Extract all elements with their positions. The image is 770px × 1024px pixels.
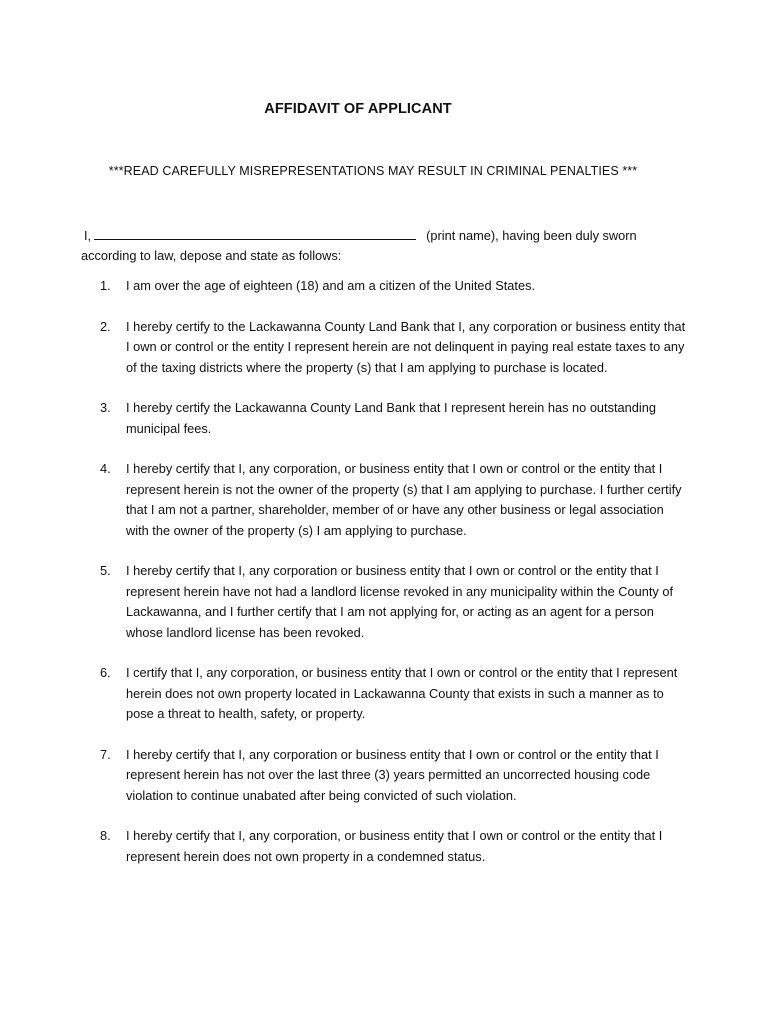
affiant-intro — [81, 226, 701, 266]
item-text: I am over the age of eighteen (18) and am a citizen of the United States. — [126, 278, 536, 293]
item-number: 1. — [100, 278, 111, 293]
item-number: 4. — [100, 461, 111, 476]
item-number: 6. — [100, 665, 111, 680]
print-name-field[interactable] — [94, 227, 416, 240]
list-item — [100, 561, 690, 643]
item-number: 2. — [100, 318, 111, 334]
affiant-suffix: (print name), having been duly sworn — [426, 228, 637, 243]
affiant-intro-line2: according to law, depose and state as follows: — [81, 248, 342, 263]
affiant-prefix: I, — [84, 228, 92, 243]
page-title: AFFIDAVIT OF APPLICANT — [264, 101, 452, 117]
item-text: I hereby certify that I, any corporation or business entity that I own or control or the entity that I represent herein has not over the last three (3) years permitted an uncorrected housing code violation to continue unabated after being convicted of such violation. — [126, 746, 659, 803]
list-item — [100, 398, 690, 439]
item-text: I hereby certify that I, any corporation, or business entity that I own or control or the entity that I represent herein does not own property in a condemned status. — [126, 828, 663, 864]
item-number: 5. — [100, 563, 111, 578]
list-item — [100, 663, 690, 725]
item-text: I certify that I, any corporation, or business entity that I own or control or the entity that I represent herein does not own property located in Lackawanna County that exists in such a manner as to pose a threat to health, safety, or property. — [126, 665, 678, 721]
item-number: 3. — [100, 400, 111, 415]
list-item — [100, 826, 690, 867]
list-item — [100, 459, 690, 541]
item-number: 7. — [100, 746, 111, 762]
warning-notice: ***READ CAREFULLY MISREPRESENTATIONS MAY RESULT IN CRIMINAL PENALTIES *** — [108, 164, 638, 178]
item-text: I hereby certify the Lackawanna County Land Bank that I represent herein has no outstanding municipal fees. — [126, 400, 656, 436]
list-item — [100, 317, 690, 379]
list-item — [100, 276, 690, 297]
list-item — [100, 745, 690, 807]
item-text: I hereby certify that I, any corporation, or business entity that I own or control or the entity that I represent herein is not the owner of the property (s) that I am applying to purchase. I further certify that I am not a partner, shareholder, member of or have any other business or legal association with the owner of the property (s) I am applying to purchase. — [126, 461, 682, 538]
item-text: I hereby certify to the Lackawanna County Land Bank that I, any corporation or business entity that I own or control or the entity I represent herein are not delinquent in paying real estate taxes to any of the taxing districts where the property (s) that I am applying to purchase is located. — [126, 318, 686, 375]
item-text: I hereby certify that I, any corporation or business entity that I own or control or the entity that I represent herein have not had a landlord license revoked in any municipality within the County of Lackawanna, and I further certify that I am not applying for, or acting as an agent for a person whose landlord license has been revoked. — [126, 563, 674, 640]
item-number: 8. — [100, 828, 111, 843]
certification-list — [100, 276, 690, 887]
affiant-name-line — [81, 226, 701, 246]
